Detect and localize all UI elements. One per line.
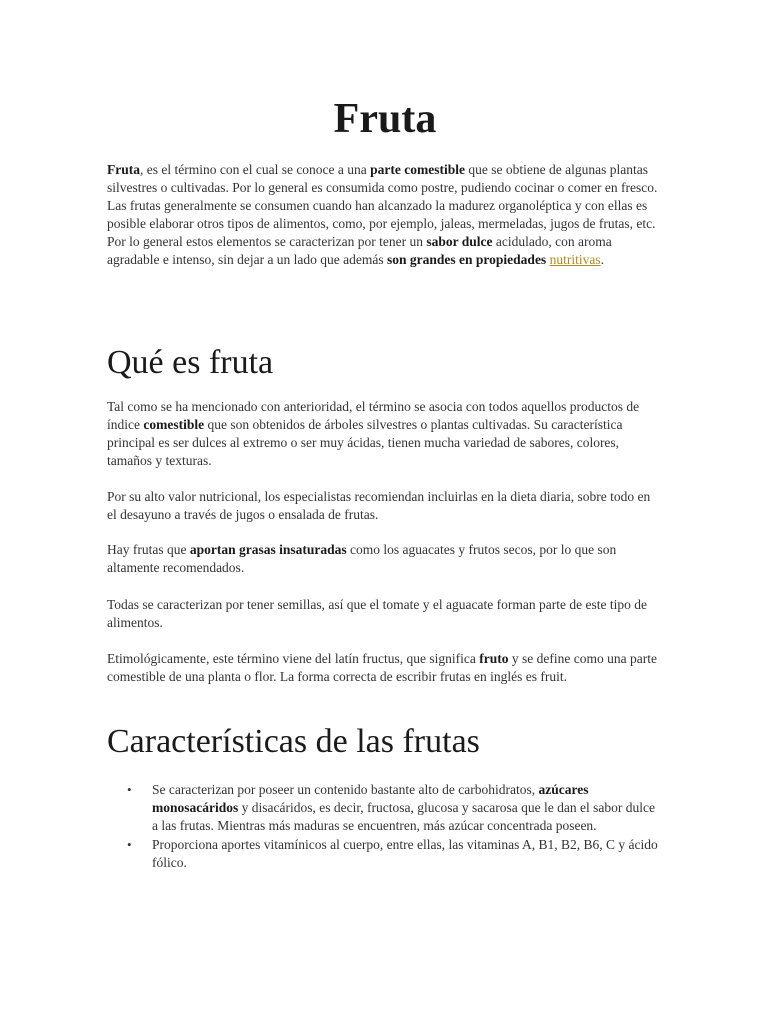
intro-text-1: , es el término con el cual se conoce a una (140, 162, 371, 177)
intro-bold-sabor-dulce: sabor dulce (426, 234, 493, 249)
section-heading-caracteristicas: Características de las frutas (107, 723, 480, 760)
intro-period: . (600, 252, 604, 267)
paragraph-definition (107, 398, 663, 470)
item1-bold: azúcares monosacáridos (152, 782, 589, 815)
item2-text: Proporciona aportes vitamínicos al cuerpo, entre ellas, las vitaminas A, B1, B2, B6, C y ácido fólico. (152, 837, 658, 870)
list-item (127, 836, 662, 872)
intro-bold-parte-comestible: parte comestible (370, 162, 465, 177)
list-item (127, 781, 662, 835)
page-title: Fruta (333, 96, 437, 142)
paragraph-nutritional-value: Por su alto valor nutricional, los especialistas recomiendan incluirlas en la dieta diaria, sobre todo en el desayuno a través de jugos o ensalada de frutas. (107, 489, 651, 522)
bullet-icon: • (127, 837, 132, 852)
definition-text-2: que son obtenidos de árboles silvestres o plantas cultivadas. Su característica principal es ser dulces al extremo o ser muy ácidas, tienen mucha variedad de sabores, colores, tamaños y texturas. (107, 417, 623, 468)
item1-text-2: y disacáridos, es decir, fructosa, glucosa y sacarosa que le dan el sabor dulce a las frutas. Mientras más maduras se encuentren, más azúcar concentrada poseen. (152, 800, 655, 833)
intro-text-2: que se obtiene de algunas plantas silvestres o cultivadas. Por lo general es consumida como postre, pudiendo cocinar o comer en fresco. Las frutas generalmente se consumen cuando han alcanzado la madurez organoléptica y con ellas es posible elaborar otros tipos de alimentos, como, por ejemplo, jaleas, mermeladas, jugos de frutas, etc. Por lo general estos elementos se caracterizan por tener un (107, 162, 658, 249)
bullet-icon: • (127, 782, 132, 797)
etymology-text-2: y se define como una parte comestible de una planta o flor. La forma correcta de escribir frutas en inglés es fruit. (107, 651, 657, 684)
intro-bold-propiedades: son grandes en propiedades (387, 252, 547, 267)
intro-bold-fruta: Fruta (107, 162, 140, 177)
characteristics-list (107, 781, 708, 873)
paragraph-unsaturated-fats (107, 541, 663, 577)
paragraph-etymology (107, 650, 663, 686)
fats-bold: aportan grasas insaturadas (189, 542, 347, 557)
fats-text-1: Hay frutas que (107, 542, 190, 557)
fats-text-2: como los aguacates y frutos secos, por lo que son altamente recomendados. (107, 542, 617, 575)
definition-bold-comestible: comestible (143, 417, 205, 432)
paragraph-seeds: Todas se caracterizan por tener semillas, así que el tomate y el aguacate forman parte de este tipo de alimentos. (107, 597, 647, 630)
intro-text-3: acidulado, con aroma agradable e intenso, sin dejar a un lado que además (107, 234, 612, 267)
definition-text-1: Tal como se ha mencionado con anterioridad, el término se asocia con todos aquellos productos de índice (107, 399, 640, 432)
etymology-text-1: Etimológicamente, este término viene del latín fructus, que significa (107, 651, 480, 666)
section-heading-que-es-fruta: Qué es fruta (107, 344, 274, 381)
nutritivas-link[interactable]: nutritivas (549, 252, 601, 267)
etymology-bold-fruto: fruto (479, 651, 509, 666)
item1-text-1: Se caracterizan por poseer un contenido bastante alto de carbohidratos, (152, 782, 539, 797)
intro-paragraph (107, 161, 663, 269)
